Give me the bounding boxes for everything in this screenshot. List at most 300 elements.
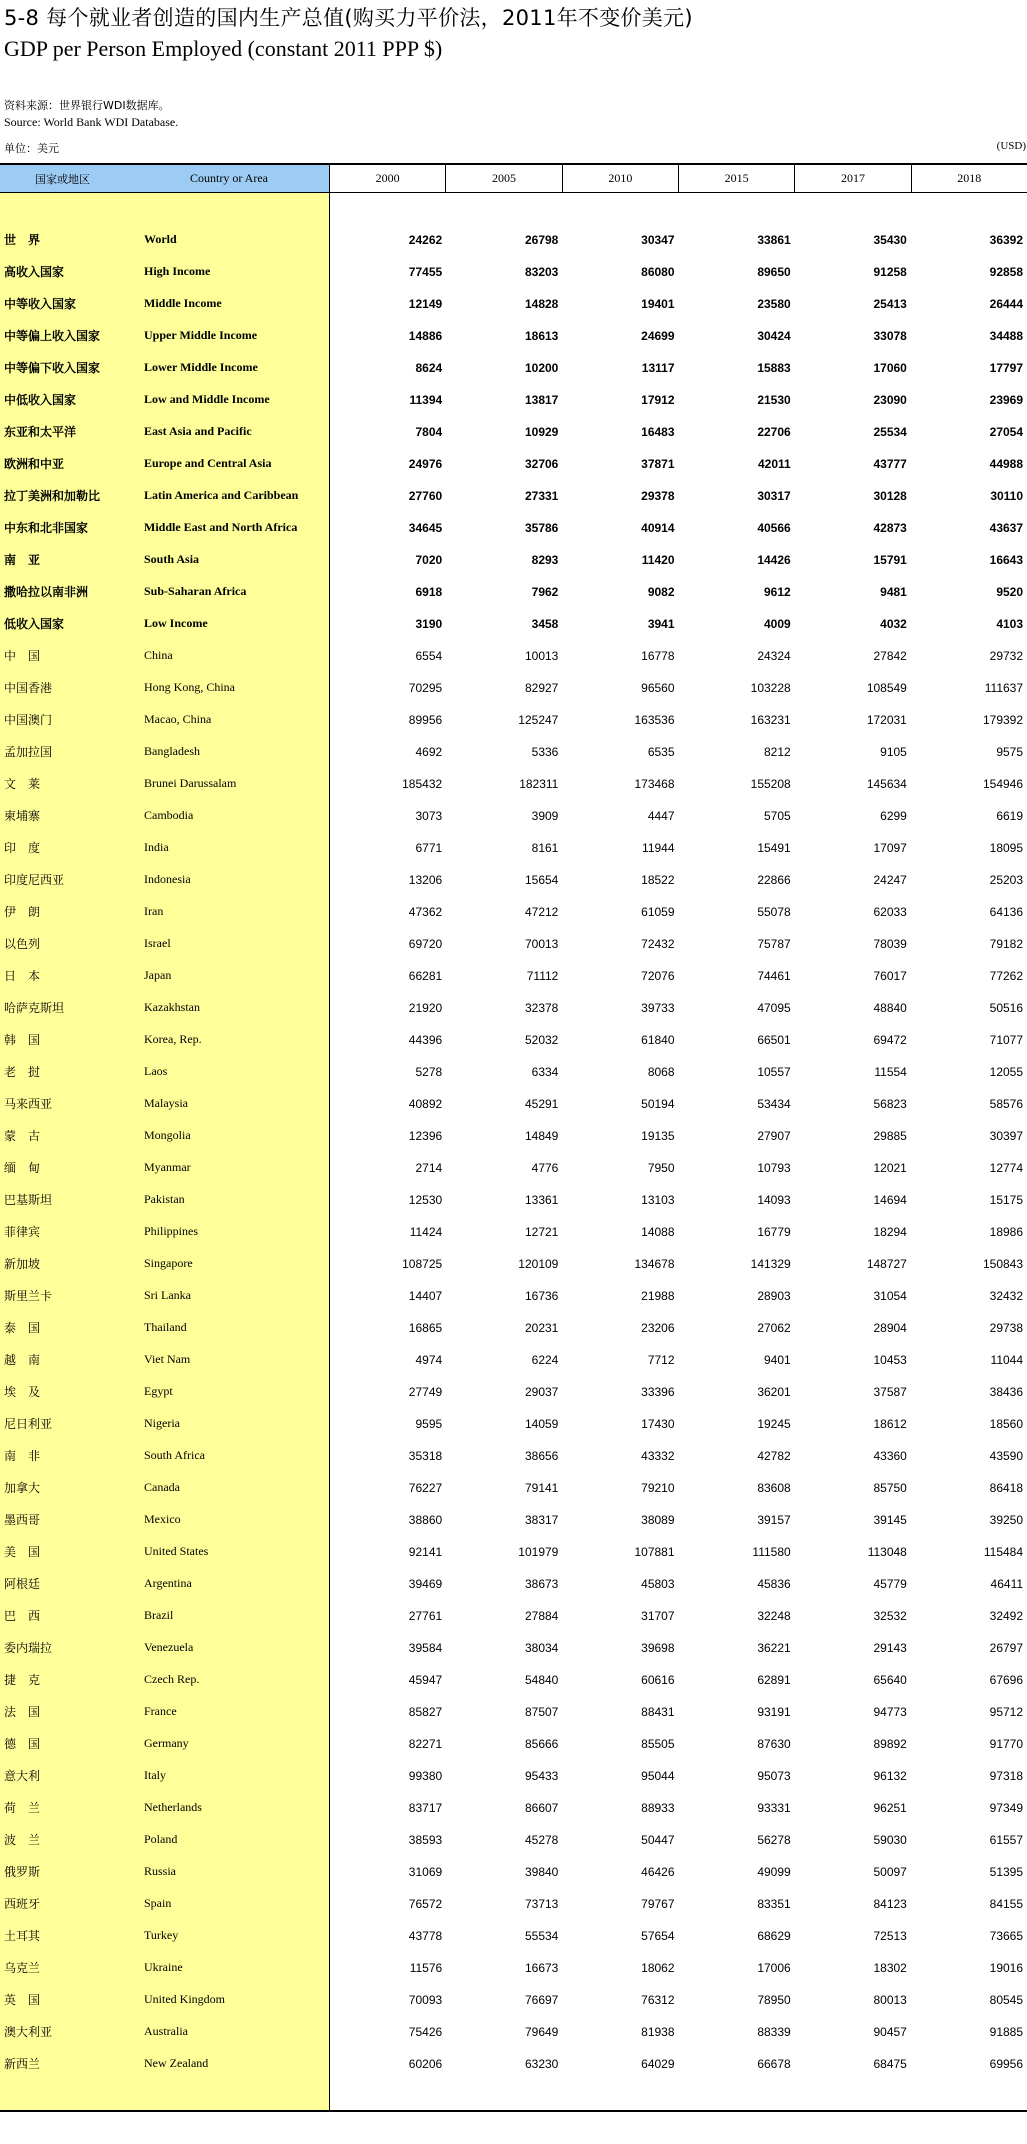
row-values (330, 224, 1027, 256)
value-cell: 27760 (408, 489, 443, 503)
country-name-zh: 印 度 (4, 841, 41, 855)
row-values (330, 608, 1027, 640)
row-values (330, 480, 1027, 512)
country-name-zh: 印度尼西亚 (4, 873, 65, 887)
row-values (330, 544, 1027, 576)
row-values (330, 416, 1027, 448)
value-cell: 27062 (757, 1321, 791, 1335)
value-cell: 61557 (989, 1833, 1024, 1847)
value-cell: 79182 (989, 937, 1024, 951)
value-cell: 108725 (402, 1257, 443, 1271)
value-cell: 14849 (524, 1129, 559, 1143)
value-cell: 85750 (873, 1481, 907, 1495)
value-cell: 7020 (415, 553, 443, 567)
country-name-en: Israel (144, 936, 171, 950)
row-values (330, 1312, 1027, 1344)
value-cell: 38089 (641, 1513, 675, 1527)
row-values (330, 640, 1027, 672)
value-cell: 43637 (989, 521, 1024, 535)
table-row (0, 352, 1027, 384)
value-cell: 18302 (873, 1961, 907, 1975)
value-cell: 75426 (408, 2025, 443, 2039)
value-cell: 38860 (408, 1513, 443, 1527)
country-name-en: Hong Kong, China (144, 680, 235, 694)
table-row (0, 1600, 1027, 1632)
value-cell: 9520 (996, 585, 1024, 599)
value-cell: 88431 (641, 1705, 675, 1719)
country-name-zh: 中低收入国家 (4, 393, 77, 407)
value-cell: 61059 (641, 905, 675, 919)
value-cell: 92141 (408, 1545, 443, 1559)
value-cell: 78950 (757, 1993, 791, 2007)
value-cell: 12149 (408, 297, 443, 311)
country-name-zh: 埃 及 (4, 1385, 41, 1399)
value-cell: 69720 (408, 937, 443, 951)
value-cell: 19135 (641, 1129, 675, 1143)
value-cell: 66501 (757, 1033, 791, 1047)
table-row (0, 1888, 1027, 1920)
table-title-zh: 5-8 每个就业者创造的国内生产总值(购买力平价法，2011年不变价美元) (4, 6, 693, 30)
value-cell: 17006 (757, 1961, 791, 1975)
table-row (0, 480, 1027, 512)
table-row (0, 928, 1027, 960)
value-cell: 57654 (641, 1929, 675, 1943)
value-cell: 25534 (873, 425, 907, 439)
value-cell: 14828 (524, 297, 559, 311)
row-values (330, 1952, 1027, 1984)
value-cell: 38034 (524, 1641, 559, 1655)
country-name-en: Kazakhstan (144, 1000, 200, 1014)
row-values (330, 768, 1027, 800)
country-name-en: Thailand (144, 1320, 187, 1334)
value-cell: 76227 (408, 1481, 443, 1495)
country-name-zh: 巴基斯坦 (4, 1193, 53, 1207)
country-name-zh: 英 国 (4, 1993, 41, 2007)
value-cell: 18612 (873, 1417, 907, 1431)
value-cell: 33078 (873, 329, 907, 343)
country-name-en: Myanmar (144, 1160, 191, 1174)
table-row (0, 1760, 1027, 1792)
country-name-zh: 韩 国 (4, 1033, 41, 1047)
value-cell: 141329 (750, 1257, 791, 1271)
value-cell: 7804 (415, 425, 443, 439)
value-cell: 4692 (415, 745, 443, 759)
value-cell: 32532 (873, 1609, 907, 1623)
value-cell: 79210 (641, 1481, 675, 1495)
value-cell: 10453 (873, 1353, 907, 1367)
country-name-zh: 缅 甸 (4, 1161, 41, 1175)
value-cell: 95433 (524, 1769, 559, 1783)
value-cell: 16779 (757, 1225, 791, 1239)
value-cell: 3941 (647, 617, 675, 631)
row-values (330, 320, 1027, 352)
value-cell: 71112 (526, 969, 559, 983)
value-cell: 29732 (989, 649, 1024, 663)
value-cell: 52032 (524, 1033, 559, 1047)
value-cell: 31069 (408, 1865, 443, 1879)
country-name-en: China (144, 648, 173, 662)
value-cell: 30110 (990, 489, 1024, 503)
header-year: 2000 (330, 165, 446, 192)
value-cell: 18560 (989, 1417, 1024, 1431)
country-name-zh: 中国香港 (4, 681, 53, 695)
value-cell: 16643 (989, 553, 1024, 567)
value-cell: 9401 (763, 1353, 791, 1367)
value-cell: 39733 (641, 1001, 675, 1015)
table-row (0, 448, 1027, 480)
country-name-zh: 高收入国家 (4, 265, 65, 279)
value-cell: 26444 (989, 297, 1024, 311)
value-cell: 72513 (873, 1929, 907, 1943)
country-name-en: Middle East and North Africa (144, 520, 298, 534)
table-row (0, 1536, 1027, 1568)
country-name-en: Latin America and Caribbean (144, 488, 299, 502)
value-cell: 173468 (634, 777, 675, 791)
table-row (0, 512, 1027, 544)
value-cell: 30397 (989, 1129, 1024, 1143)
value-cell: 69472 (873, 1033, 907, 1047)
value-cell: 6554 (415, 649, 443, 663)
country-name-en: Argentina (144, 1576, 192, 1590)
value-cell: 6771 (415, 841, 443, 855)
value-cell: 22706 (757, 425, 791, 439)
value-cell: 43332 (641, 1449, 675, 1463)
row-values (330, 1568, 1027, 1600)
value-cell: 39584 (408, 1641, 443, 1655)
value-cell: 27761 (408, 1609, 443, 1623)
value-cell: 30317 (757, 489, 791, 503)
country-name-en: Singapore (144, 1256, 193, 1270)
country-name-en: Brazil (144, 1608, 174, 1622)
country-name-zh: 哈萨克斯坦 (4, 1001, 65, 1015)
value-cell: 19245 (757, 1417, 791, 1431)
country-name-en: Macao, China (144, 712, 212, 726)
value-cell: 3190 (415, 617, 443, 631)
country-name-en: Russia (144, 1864, 177, 1878)
country-name-en: Poland (144, 1832, 178, 1846)
table-row (0, 2016, 1027, 2048)
row-values (330, 1056, 1027, 1088)
table-row (0, 960, 1027, 992)
table-row (0, 1568, 1027, 1600)
country-name-zh: 南 亚 (4, 553, 41, 567)
header-year: 2017 (795, 165, 911, 192)
value-cell: 113048 (867, 1545, 907, 1559)
value-cell: 26797 (989, 1641, 1024, 1655)
value-cell: 11554 (874, 1065, 907, 1079)
value-cell: 53434 (757, 1097, 791, 1111)
value-cell: 18095 (989, 841, 1024, 855)
value-cell: 85827 (408, 1705, 443, 1719)
table-row (0, 1152, 1027, 1184)
value-cell: 56278 (757, 1833, 791, 1847)
value-cell: 12021 (873, 1161, 907, 1175)
country-name-en: South Africa (144, 1448, 205, 1462)
value-cell: 88933 (641, 1801, 675, 1815)
value-cell: 29738 (989, 1321, 1024, 1335)
value-cell: 11944 (642, 841, 675, 855)
value-cell: 111580 (752, 1545, 791, 1559)
country-name-en: Iran (144, 904, 164, 918)
row-values (330, 896, 1027, 928)
value-cell: 18613 (524, 329, 559, 343)
value-cell: 90457 (873, 2025, 907, 2039)
value-cell: 72432 (641, 937, 675, 951)
value-cell: 78039 (873, 937, 907, 951)
value-cell: 10557 (757, 1065, 791, 1079)
value-cell: 62033 (873, 905, 907, 919)
value-cell: 39145 (873, 1513, 907, 1527)
value-cell: 10200 (524, 361, 559, 375)
table-row (0, 1952, 1027, 1984)
table-row (0, 864, 1027, 896)
value-cell: 43360 (873, 1449, 907, 1463)
value-cell: 10013 (524, 649, 559, 663)
table-row (0, 1504, 1027, 1536)
country-name-zh: 澳大利亚 (4, 2025, 53, 2039)
table-row (0, 1408, 1027, 1440)
country-name-en: France (144, 1704, 177, 1718)
value-cell: 7962 (531, 585, 559, 599)
value-cell: 59030 (873, 1833, 907, 1847)
value-cell: 12530 (408, 1193, 443, 1207)
value-cell: 82927 (524, 681, 559, 695)
country-name-en: Czech Rep. (144, 1672, 200, 1686)
table-row (0, 320, 1027, 352)
value-cell: 38436 (989, 1385, 1024, 1399)
country-name-en: Turkey (144, 1928, 179, 1942)
value-cell: 46411 (990, 1577, 1024, 1591)
value-cell: 35430 (873, 233, 907, 247)
value-cell: 35786 (524, 521, 559, 535)
country-name-en: Netherlands (144, 1800, 202, 1814)
value-cell: 179392 (982, 713, 1024, 727)
table-row (0, 1184, 1027, 1216)
value-cell: 80013 (873, 1993, 907, 2007)
country-name-en: New Zealand (144, 2056, 209, 2070)
value-cell: 13117 (641, 361, 675, 375)
country-name-en: Venezuela (144, 1640, 194, 1654)
value-cell: 93191 (757, 1705, 791, 1719)
value-cell: 16673 (524, 1961, 559, 1975)
row-values (330, 1600, 1027, 1632)
value-cell: 62891 (757, 1673, 791, 1687)
country-name-zh: 南 非 (4, 1449, 41, 1463)
value-cell: 19016 (989, 1961, 1024, 1975)
value-cell: 87507 (524, 1705, 559, 1719)
country-name-zh: 墨西哥 (4, 1513, 41, 1527)
value-cell: 14059 (524, 1417, 559, 1431)
country-name-en: Mongolia (144, 1128, 191, 1142)
value-cell: 32706 (524, 457, 559, 471)
row-values (330, 832, 1027, 864)
value-cell: 70295 (408, 681, 443, 695)
table-bottom-rule (0, 2110, 1027, 2112)
header-year: 2018 (957, 171, 982, 185)
value-cell: 43778 (408, 1929, 443, 1943)
value-cell: 24247 (873, 873, 907, 887)
country-name-en: Sub-Saharan Africa (144, 584, 247, 598)
value-cell: 67696 (989, 1673, 1024, 1687)
value-cell: 4447 (647, 809, 675, 823)
value-cell: 29143 (873, 1641, 907, 1655)
table-row (0, 544, 1027, 576)
row-values (330, 1248, 1027, 1280)
value-cell: 9595 (415, 1417, 443, 1431)
value-cell: 68475 (873, 2057, 907, 2071)
table-row (0, 576, 1027, 608)
value-cell: 47095 (757, 1001, 791, 1015)
value-cell: 42782 (757, 1449, 791, 1463)
value-cell: 37587 (873, 1385, 907, 1399)
value-cell: 85505 (641, 1737, 675, 1751)
value-cell: 18294 (873, 1225, 907, 1239)
value-cell: 83717 (408, 1801, 443, 1815)
value-cell: 44988 (989, 457, 1024, 471)
table-row (0, 832, 1027, 864)
value-cell: 172031 (866, 713, 907, 727)
row-values (330, 1632, 1027, 1664)
value-cell: 68629 (757, 1929, 791, 1943)
row-values (330, 704, 1027, 736)
value-cell: 9612 (763, 585, 791, 599)
value-cell: 4103 (996, 617, 1024, 631)
country-name-zh: 德 国 (4, 1737, 41, 1751)
country-name-zh: 加拿大 (4, 1481, 41, 1495)
row-values (330, 1856, 1027, 1888)
country-name-zh: 荷 兰 (4, 1801, 41, 1815)
value-cell: 56823 (873, 1097, 907, 1111)
value-cell: 27842 (873, 649, 907, 663)
row-values (330, 960, 1027, 992)
value-cell: 30424 (757, 329, 791, 343)
table-row (0, 1696, 1027, 1728)
table-row (0, 608, 1027, 640)
value-cell: 5336 (531, 745, 559, 759)
country-name-zh: 日 本 (4, 969, 41, 983)
table-row (0, 672, 1027, 704)
value-cell: 70093 (408, 1993, 443, 2007)
table-row (0, 736, 1027, 768)
row-values (330, 1152, 1027, 1184)
value-cell: 66678 (757, 2057, 791, 2071)
country-name-en: Bangladesh (144, 744, 200, 758)
value-cell: 8293 (531, 553, 559, 567)
value-cell: 88339 (757, 2025, 791, 2039)
value-cell: 85666 (524, 1737, 559, 1751)
row-values (330, 1920, 1027, 1952)
value-cell: 18522 (641, 873, 675, 887)
value-cell: 16778 (641, 649, 675, 663)
value-cell: 50097 (873, 1865, 907, 1879)
value-cell: 13206 (408, 873, 443, 887)
value-cell: 6918 (415, 585, 443, 599)
value-cell: 27749 (408, 1385, 443, 1399)
value-cell: 29885 (873, 1129, 907, 1143)
value-cell: 76017 (873, 969, 907, 983)
value-cell: 5278 (415, 1065, 443, 1079)
header-year: 2005 (446, 165, 562, 192)
value-cell: 27907 (757, 1129, 791, 1143)
value-cell: 185432 (402, 777, 443, 791)
table-row (0, 896, 1027, 928)
value-cell: 76697 (524, 1993, 559, 2007)
value-cell: 8624 (415, 361, 443, 375)
country-name-zh: 委内瑞拉 (4, 1641, 53, 1655)
country-name-zh: 东亚和太平洋 (4, 425, 77, 439)
value-cell: 4032 (880, 617, 907, 631)
country-name-en: Philippines (144, 1224, 199, 1238)
value-cell: 60616 (641, 1673, 675, 1687)
value-cell: 4776 (531, 1161, 559, 1175)
row-values (330, 1088, 1027, 1120)
source-note-en: Source: World Bank WDI Database. (4, 115, 179, 129)
value-cell: 108549 (866, 681, 907, 695)
table-row (0, 1216, 1027, 1248)
row-values (330, 1472, 1027, 1504)
table-row (0, 1632, 1027, 1664)
country-name-zh: 乌克兰 (4, 1961, 41, 1975)
value-cell: 51395 (989, 1865, 1024, 1879)
country-name-zh: 马来西亚 (4, 1097, 53, 1111)
row-values (330, 1376, 1027, 1408)
value-cell: 10793 (757, 1161, 791, 1175)
header-country-cell (0, 165, 330, 192)
country-name-zh: 斯里兰卡 (4, 1289, 53, 1303)
value-cell: 18986 (989, 1225, 1024, 1239)
value-cell: 87630 (757, 1737, 791, 1751)
table-row (0, 1088, 1027, 1120)
value-cell: 17912 (641, 393, 675, 407)
country-name-en: Indonesia (144, 872, 191, 886)
value-cell: 15791 (873, 553, 907, 567)
value-cell: 24324 (757, 649, 791, 663)
table-row (0, 1056, 1027, 1088)
value-cell: 66281 (408, 969, 443, 983)
table-row (0, 768, 1027, 800)
country-name-en: Korea, Rep. (144, 1032, 202, 1046)
value-cell: 11394 (409, 393, 443, 407)
value-cell: 38656 (524, 1449, 559, 1463)
value-cell: 54840 (524, 1673, 559, 1687)
value-cell: 7712 (647, 1353, 675, 1367)
value-cell: 9481 (880, 585, 907, 599)
row-values (330, 1664, 1027, 1696)
country-name-en: Lower Middle Income (144, 360, 258, 374)
value-cell: 6535 (647, 745, 675, 759)
value-cell: 163536 (634, 713, 675, 727)
value-cell: 3909 (531, 809, 559, 823)
value-cell: 11424 (409, 1225, 443, 1239)
country-name-zh: 俄罗斯 (4, 1865, 41, 1879)
row-values (330, 1760, 1027, 1792)
value-cell: 103228 (750, 681, 791, 695)
country-name-zh: 中等收入国家 (4, 297, 77, 311)
country-name-zh: 以色列 (4, 937, 41, 951)
row-values (330, 512, 1027, 544)
value-cell: 115484 (983, 1545, 1024, 1559)
value-cell: 36221 (757, 1641, 791, 1655)
country-name-zh: 越 南 (4, 1353, 41, 1367)
value-cell: 23206 (641, 1321, 675, 1335)
row-values (330, 448, 1027, 480)
value-cell: 45803 (641, 1577, 675, 1591)
value-cell: 3073 (415, 809, 443, 823)
value-cell: 71077 (989, 1033, 1024, 1047)
country-name-en: High Income (144, 264, 211, 278)
country-name-en: Sri Lanka (144, 1288, 191, 1302)
value-cell: 155208 (750, 777, 791, 791)
